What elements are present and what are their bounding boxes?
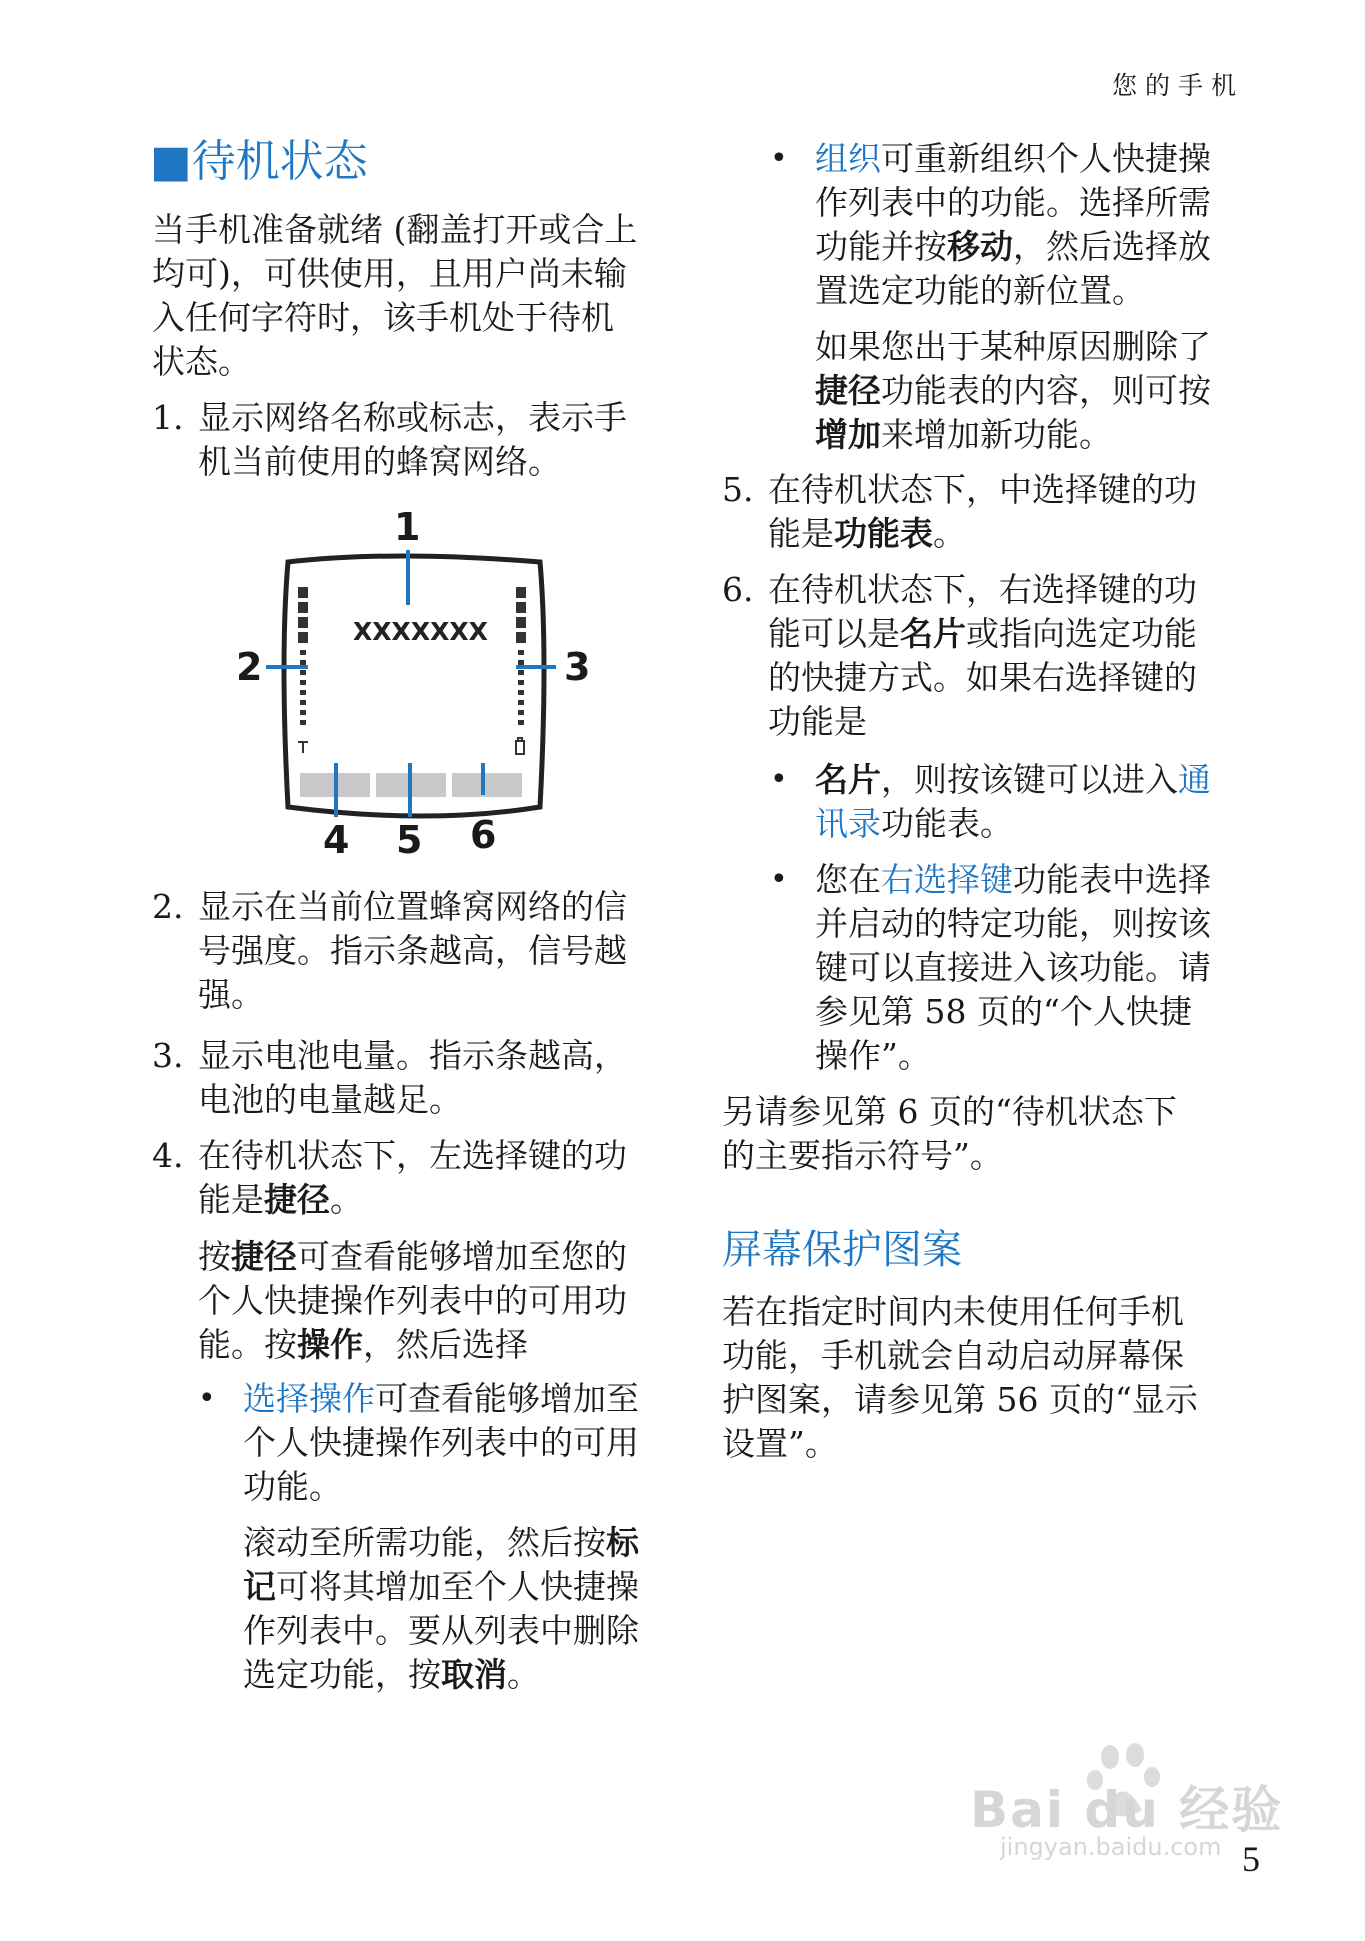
item-line: 显示网络名称或标志，表示手 [198, 398, 627, 437]
right-select-key-link[interactable]: 右选择键 [881, 860, 1013, 899]
screensaver-paragraph [722, 1290, 1198, 1466]
intro-line: 当手机准备就绪 (翻盖打开或合上 [152, 210, 638, 249]
watermark-url: jingyan.baidu.com [1000, 1833, 1222, 1861]
select-operation-link[interactable]: 选择操作 [243, 1379, 375, 1418]
bullet-line: 个人快捷操作列表中的可用 [243, 1423, 639, 1462]
standby-display-diagram [228, 505, 591, 862]
callout-label-2: 2 [236, 645, 263, 689]
item-line: 能可以是名片或指向选定功能 [768, 614, 1197, 653]
para-line: 记可将其增加至个人快捷操 [243, 1567, 639, 1606]
running-header: 您的手机 [1111, 71, 1244, 100]
callout-label-5: 5 [396, 818, 423, 862]
page-number: 5 [1242, 1839, 1260, 1879]
para-line: 护图案，请参见第 56 页的“显示 [722, 1380, 1198, 1419]
item-line: 号强度。指示条越高，信号越 [198, 931, 627, 970]
bullet-line: 讯录功能表。 [815, 804, 1013, 843]
para-line: 的主要指示符号”。 [722, 1136, 1003, 1175]
bullet-line: 选择操作可查看能够增加至 [243, 1379, 639, 1418]
item-line: 在待机状态下，中选择键的功 [768, 470, 1197, 509]
item-line: 机当前使用的蜂窝网络。 [198, 442, 561, 481]
item-line: 功能是 [768, 702, 867, 741]
intro-line: 状态。 [152, 342, 251, 381]
item-line: 电池的电量越足。 [198, 1080, 462, 1119]
bullet-business-card [815, 758, 1211, 846]
item-line: 的快捷方式。如果右选择键的 [768, 658, 1197, 697]
callout-label-6: 6 [470, 813, 497, 857]
item-5-text [768, 468, 1197, 556]
para-line: 功能，手机就会自动启动屏幕保 [722, 1336, 1184, 1375]
callout-label-1: 1 [394, 505, 421, 549]
item-line: 在待机状态下，左选择键的功 [198, 1136, 627, 1175]
bullet-select-operation [243, 1377, 639, 1509]
para-line: 能。按操作，然后选择 [198, 1325, 528, 1364]
bullet-line: 功能并按移动，然后选择放 [815, 227, 1211, 266]
bullet-line: 组织可重新组织个人快捷操 [815, 139, 1211, 178]
bullet-mark: • [770, 762, 788, 797]
section-title-screensaver: 屏幕保护图案 [722, 1227, 962, 1273]
see-also-paragraph [722, 1090, 1177, 1178]
para-line: 另请参见第 6 页的“待机状态下 [722, 1092, 1177, 1131]
item-2-text [198, 885, 627, 1017]
para-line: 按捷径可查看能够增加至您的 [198, 1237, 627, 1276]
item-number: 6. [722, 570, 754, 609]
item-1-text [198, 396, 627, 484]
bullet-right-select-key [815, 858, 1211, 1078]
title-text: 待机状态 [191, 136, 368, 187]
section-title [150, 135, 368, 189]
para-line: 如果您出于某种原因删除了 [815, 327, 1211, 366]
callout-label-3: 3 [564, 645, 591, 689]
para-line: 作列表中。要从列表中删除 [243, 1611, 639, 1650]
bullet-line: 您在右选择键功能表中选择 [815, 860, 1211, 899]
right-softkey-bar [452, 773, 522, 797]
intro-line: 均可)，可供使用，且用户尚未输 [152, 254, 627, 293]
bullet-1-paragraph [243, 1521, 639, 1697]
baidu-watermark [970, 1735, 1290, 1861]
bullet-organize [815, 137, 1211, 313]
bullet-line: 并启动的特定功能，则按该 [815, 904, 1211, 943]
bullet-line: 作列表中的功能。选择所需 [815, 183, 1211, 222]
intro-line: 入任何字符时，该手机处于待机 [152, 298, 614, 337]
organize-link[interactable]: 组织 [815, 139, 881, 178]
item-line: 强。 [198, 975, 264, 1014]
item-4-text [198, 1134, 627, 1222]
item-number: 2. [152, 887, 184, 926]
bullet-line: 功能。 [243, 1467, 342, 1506]
bullet-line: 键可以直接进入该功能。请 [815, 948, 1211, 987]
para-line: 选定功能，按取消。 [243, 1655, 540, 1694]
bullet-line: 操作”。 [815, 1036, 931, 1075]
shortcut-term: 捷径 [264, 1180, 330, 1219]
intro-paragraph [152, 208, 692, 384]
item-line: 能是捷径。 [198, 1180, 363, 1219]
para-line: 滚动至所需功能，然后按标 [243, 1523, 639, 1562]
item-line: 在待机状态下，右选择键的功 [768, 570, 1197, 609]
bullet-line: 置选定功能的新位置。 [815, 271, 1145, 310]
item-number: 5. [722, 470, 754, 509]
operator-name: XXXXXXX [353, 617, 488, 646]
bullet-mark: • [198, 1381, 216, 1416]
bullet-2-paragraph [815, 325, 1211, 457]
item-3-text [198, 1034, 627, 1122]
item-number: 3. [152, 1036, 184, 1075]
item-line: 显示在当前位置蜂窝网络的信 [198, 887, 627, 926]
para-line: 捷径功能表的内容，则可按 [815, 371, 1211, 410]
bullet-mark: • [770, 862, 788, 897]
contacts-link-cont[interactable]: 讯录 [815, 804, 881, 843]
para-line: 设置”。 [722, 1424, 838, 1463]
bullet-line: 参见第 58 页的“个人快捷 [815, 992, 1192, 1031]
item-4-paragraph [198, 1235, 627, 1367]
item-6-text [768, 568, 1197, 744]
bullet-mark: • [770, 141, 788, 176]
para-line: 个人快捷操作列表中的可用功 [198, 1281, 627, 1320]
para-line: 若在指定时间内未使用任何手机 [722, 1292, 1184, 1331]
item-line: 能是功能表。 [768, 514, 966, 553]
display-illustration [228, 505, 591, 860]
contacts-link[interactable]: 通 [1178, 760, 1211, 799]
bullet-line: 名片，则按该键可以进入通 [815, 760, 1211, 799]
para-line: 增加来增加新功能。 [815, 415, 1112, 454]
item-line: 显示电池电量。指示条越高， [198, 1036, 627, 1075]
item-number: 1. [152, 398, 184, 437]
title-square-marker: ■ [150, 136, 192, 187]
callout-label-4: 4 [323, 818, 350, 862]
watermark-logo-text: Bai du 经验 [970, 1781, 1284, 1839]
item-number: 4. [152, 1136, 184, 1175]
